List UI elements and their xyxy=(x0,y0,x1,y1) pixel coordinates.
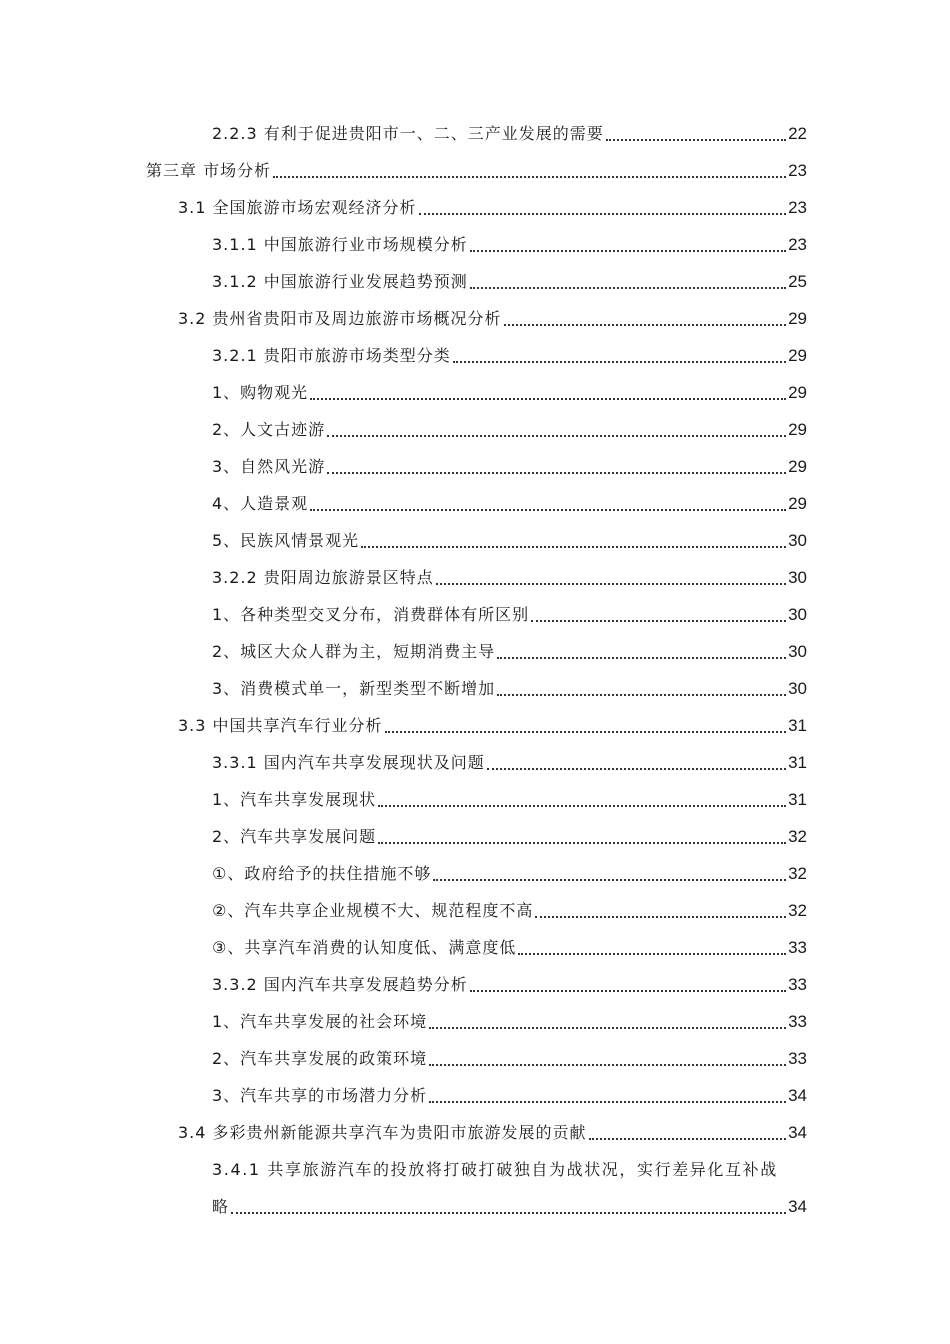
toc-entry-title: 2.2.3 有利于促进贵阳市一、二、三产业发展的需要 xyxy=(212,124,604,143)
toc-entry[interactable] xyxy=(0,295,950,332)
toc-entry-title: 1、购物观光 xyxy=(212,383,309,402)
toc-entry-wrapped-line2[interactable] xyxy=(0,1183,950,1220)
toc-entry[interactable] xyxy=(0,369,950,406)
toc-entry[interactable] xyxy=(0,813,950,850)
toc-entry-title: 第三章 市场分析 xyxy=(146,161,272,180)
toc-leader-dots xyxy=(518,952,786,955)
toc-leader-dots xyxy=(436,582,786,585)
toc-entry[interactable] xyxy=(0,1109,950,1146)
toc-page-number: 29 xyxy=(788,457,807,476)
toc-page-number: 23 xyxy=(788,235,807,254)
toc-leader-dots xyxy=(531,619,786,622)
toc-entry-title: 3.4.1 共享旅游汽车的投放将打破打破独自为战状况，实行差异化互补战 xyxy=(212,1160,778,1179)
toc-entry-title: 4、人造景观 xyxy=(212,494,309,513)
toc-entry[interactable] xyxy=(0,628,950,665)
toc-entry[interactable] xyxy=(0,443,950,480)
toc-entry[interactable] xyxy=(0,776,950,813)
toc-entry[interactable] xyxy=(0,739,950,776)
toc-page-number: 32 xyxy=(788,864,807,883)
toc-entry-title: 3.2 贵州省贵阳市及周边旅游市场概况分析 xyxy=(178,309,502,328)
toc-entry-title: 略 xyxy=(212,1197,230,1216)
toc-entry[interactable] xyxy=(0,221,950,258)
toc-leader-dots xyxy=(429,1063,786,1066)
toc-leader-dots xyxy=(453,360,786,363)
toc-entry[interactable] xyxy=(0,924,950,961)
toc-leader-dots xyxy=(497,693,786,696)
toc-entry[interactable] xyxy=(0,702,950,739)
toc-entry-title: 3.2.1 贵阳市旅游市场类型分类 xyxy=(212,346,451,365)
toc-page-number: 30 xyxy=(788,568,807,587)
toc-leader-dots xyxy=(470,249,786,252)
toc-entry-title: 3.1.2 中国旅游行业发展趋势预测 xyxy=(212,272,468,291)
toc-entry[interactable] xyxy=(0,480,950,517)
toc-entry[interactable] xyxy=(0,887,950,924)
toc-leader-dots xyxy=(310,508,786,511)
toc-page-number: 33 xyxy=(788,938,807,957)
toc-entry[interactable] xyxy=(0,1072,950,1109)
toc-leader-dots xyxy=(470,989,786,992)
toc-page-number: 34 xyxy=(788,1197,807,1216)
toc-entry-title: 3.3.2 国内汽车共享发展趋势分析 xyxy=(212,975,468,994)
toc-page-number: 32 xyxy=(788,827,807,846)
toc-page-number: 33 xyxy=(788,1012,807,1031)
toc-leader-dots xyxy=(429,1026,786,1029)
toc-entry-title: 2、汽车共享发展的政策环境 xyxy=(212,1049,428,1068)
toc-page-number: 30 xyxy=(788,531,807,550)
toc-entry[interactable] xyxy=(0,998,950,1035)
toc-entry[interactable] xyxy=(0,1035,950,1072)
toc-entry-title: 2、汽车共享发展问题 xyxy=(212,827,377,846)
toc-entry[interactable] xyxy=(0,184,950,221)
toc-entry-title: 1、汽车共享发展现状 xyxy=(212,790,377,809)
toc-leader-dots xyxy=(273,175,786,178)
toc-page-number: 29 xyxy=(788,346,807,365)
toc-page-number: 33 xyxy=(788,1049,807,1068)
toc-leader-dots xyxy=(504,323,787,326)
toc-entry-title: 3.2.2 贵阳周边旅游景区特点 xyxy=(212,568,434,587)
toc-entry-title: 3.3 中国共享汽车行业分析 xyxy=(178,716,383,735)
toc-entry[interactable] xyxy=(0,406,950,443)
toc-entry-title: 2、人文古迹游 xyxy=(212,420,326,439)
toc-page-number: 31 xyxy=(788,790,807,809)
toc-entry-title: 3、消费模式单一，新型类型不断增加 xyxy=(212,679,496,698)
toc-entry-title: ②、汽车共享企业规模不大、规范程度不高 xyxy=(212,901,534,920)
toc-page-number: 30 xyxy=(788,642,807,661)
toc-leader-dots xyxy=(231,1211,786,1214)
toc-leader-dots xyxy=(606,138,786,141)
toc-page-number: 33 xyxy=(788,975,807,994)
toc-entry-title: 2、城区大众人群为主，短期消费主导 xyxy=(212,642,496,661)
toc-leader-dots xyxy=(470,286,786,289)
toc-page-number: 34 xyxy=(788,1123,807,1142)
toc-leader-dots xyxy=(419,212,787,215)
toc-page-number: 29 xyxy=(788,494,807,513)
toc-entry[interactable] xyxy=(0,147,950,184)
toc-page-number: 29 xyxy=(788,383,807,402)
toc-entry-title: ①、政府给予的扶住措施不够 xyxy=(212,864,432,883)
toc-entry[interactable] xyxy=(0,110,950,147)
toc-entry-title: ③、共享汽车消费的认知度低、满意度低 xyxy=(212,938,517,957)
toc-leader-dots xyxy=(433,878,786,881)
toc-leader-dots xyxy=(429,1100,786,1103)
toc-entry[interactable] xyxy=(0,258,950,295)
toc-leader-dots xyxy=(310,397,786,400)
toc-leader-dots xyxy=(361,545,786,548)
toc-leader-dots xyxy=(535,915,786,918)
toc-entry-wrapped-line1[interactable] xyxy=(0,1146,950,1183)
toc-entry[interactable] xyxy=(0,554,950,591)
toc-page-number: 34 xyxy=(788,1086,807,1105)
toc-page-number: 23 xyxy=(788,161,807,180)
toc-page-number: 25 xyxy=(788,272,807,291)
toc-page-number: 30 xyxy=(788,679,807,698)
toc-page-number: 23 xyxy=(788,198,807,217)
toc-page-number: 22 xyxy=(788,124,807,143)
toc-entry-title: 3.4 多彩贵州新能源共享汽车为贵阳市旅游发展的贡献 xyxy=(178,1123,587,1142)
toc-page-number: 29 xyxy=(788,420,807,439)
toc-page-number: 32 xyxy=(788,901,807,920)
table-of-contents xyxy=(0,110,950,1220)
toc-leader-dots xyxy=(327,471,786,474)
toc-entry-title: 3.3.1 国内汽车共享发展现状及问题 xyxy=(212,753,485,772)
toc-entry-title: 3.1 全国旅游市场宏观经济分析 xyxy=(178,198,417,217)
toc-leader-dots xyxy=(378,841,786,844)
toc-entry[interactable] xyxy=(0,332,950,369)
toc-page-number: 31 xyxy=(788,753,807,772)
toc-entry-title: 3.1.1 中国旅游行业市场规模分析 xyxy=(212,235,468,254)
toc-page-number: 30 xyxy=(788,605,807,624)
toc-entry-title: 5、民族风情景观光 xyxy=(212,531,360,550)
toc-page-number: 31 xyxy=(788,716,807,735)
toc-leader-dots xyxy=(327,434,786,437)
toc-entry[interactable] xyxy=(0,517,950,554)
toc-leader-dots xyxy=(497,656,786,659)
toc-entry-title: 1、各种类型交叉分布，消费群体有所区别 xyxy=(212,605,530,624)
toc-entry[interactable] xyxy=(0,850,950,887)
toc-leader-dots xyxy=(385,730,787,733)
toc-page-number: 29 xyxy=(788,309,807,328)
toc-entry-title: 1、汽车共享发展的社会环境 xyxy=(212,1012,428,1031)
toc-entry[interactable] xyxy=(0,591,950,628)
toc-leader-dots xyxy=(378,804,786,807)
toc-leader-dots xyxy=(487,767,786,770)
toc-entry[interactable] xyxy=(0,665,950,702)
toc-entry[interactable] xyxy=(0,961,950,998)
toc-leader-dots xyxy=(589,1137,787,1140)
toc-entry-title: 3、自然风光游 xyxy=(212,457,326,476)
toc-entry-title: 3、汽车共享的市场潜力分析 xyxy=(212,1086,428,1105)
